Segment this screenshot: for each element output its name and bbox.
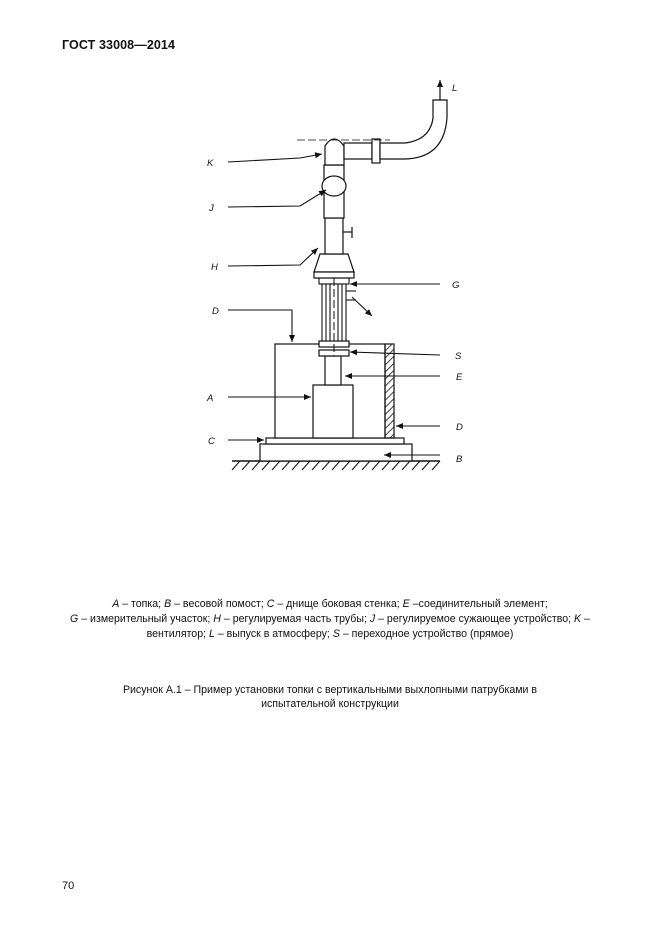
legend-key: L	[208, 628, 215, 640]
legend-key: A	[112, 598, 120, 610]
label-h: H	[211, 262, 218, 273]
legend-text: – регулируемое сужающее устройство;	[375, 613, 575, 625]
document-header: ГОСТ 33008—2014	[62, 38, 176, 52]
legend-text: – измерительный участок;	[78, 613, 214, 625]
caption-line: испытательной конструкции	[261, 698, 399, 710]
legend-key: C	[266, 598, 275, 610]
label-l: L	[452, 83, 458, 94]
legend-text: – весовой помост;	[171, 598, 267, 610]
legend-text: –соединительный элемент;	[409, 598, 548, 610]
legend-key: E	[402, 598, 410, 610]
connecting-element	[325, 356, 341, 385]
base-plate	[266, 438, 404, 444]
side-wall	[385, 344, 394, 438]
page-number: 70	[62, 880, 75, 892]
adjustable-pipe	[314, 218, 354, 278]
legend-key: S	[332, 628, 340, 640]
legend-key: K	[574, 613, 582, 625]
figure-caption	[60, 683, 600, 711]
legend-text: – днище боковая стенка;	[274, 598, 403, 610]
weighing-platform	[260, 444, 412, 461]
legend-key: G	[70, 613, 79, 625]
fan-and-outlet	[297, 80, 447, 165]
furnace	[313, 385, 353, 438]
label-g: G	[452, 280, 460, 291]
legend-key: B	[164, 598, 172, 610]
legend-text: – топка;	[119, 598, 165, 610]
measuring-section	[319, 278, 356, 341]
label-s: S	[455, 351, 462, 362]
label-b: B	[456, 454, 463, 465]
label-k: K	[207, 158, 214, 169]
legend-key: J	[369, 613, 376, 625]
label-d: D	[212, 306, 219, 317]
legend-text: – регулируемая часть трубы;	[220, 613, 370, 625]
legend-text: – выпуск в атмосферу;	[214, 628, 333, 640]
ground	[232, 461, 440, 470]
damper	[322, 165, 346, 218]
caption-line: Рисунок А.1 – Пример установки топки с вертикальными выхлопными патрубками в	[122, 684, 538, 696]
legend-text: – вентилятор;	[146, 613, 590, 640]
legend-text: – переходное устройство (прямое)	[339, 628, 514, 640]
label-c: C	[208, 436, 215, 447]
label-e: E	[456, 372, 463, 383]
figure-legend	[60, 597, 600, 642]
legend-key: H	[213, 613, 221, 625]
label-j: J	[209, 203, 214, 214]
label-a: A	[207, 393, 214, 404]
label-d-wall: D	[456, 422, 463, 433]
